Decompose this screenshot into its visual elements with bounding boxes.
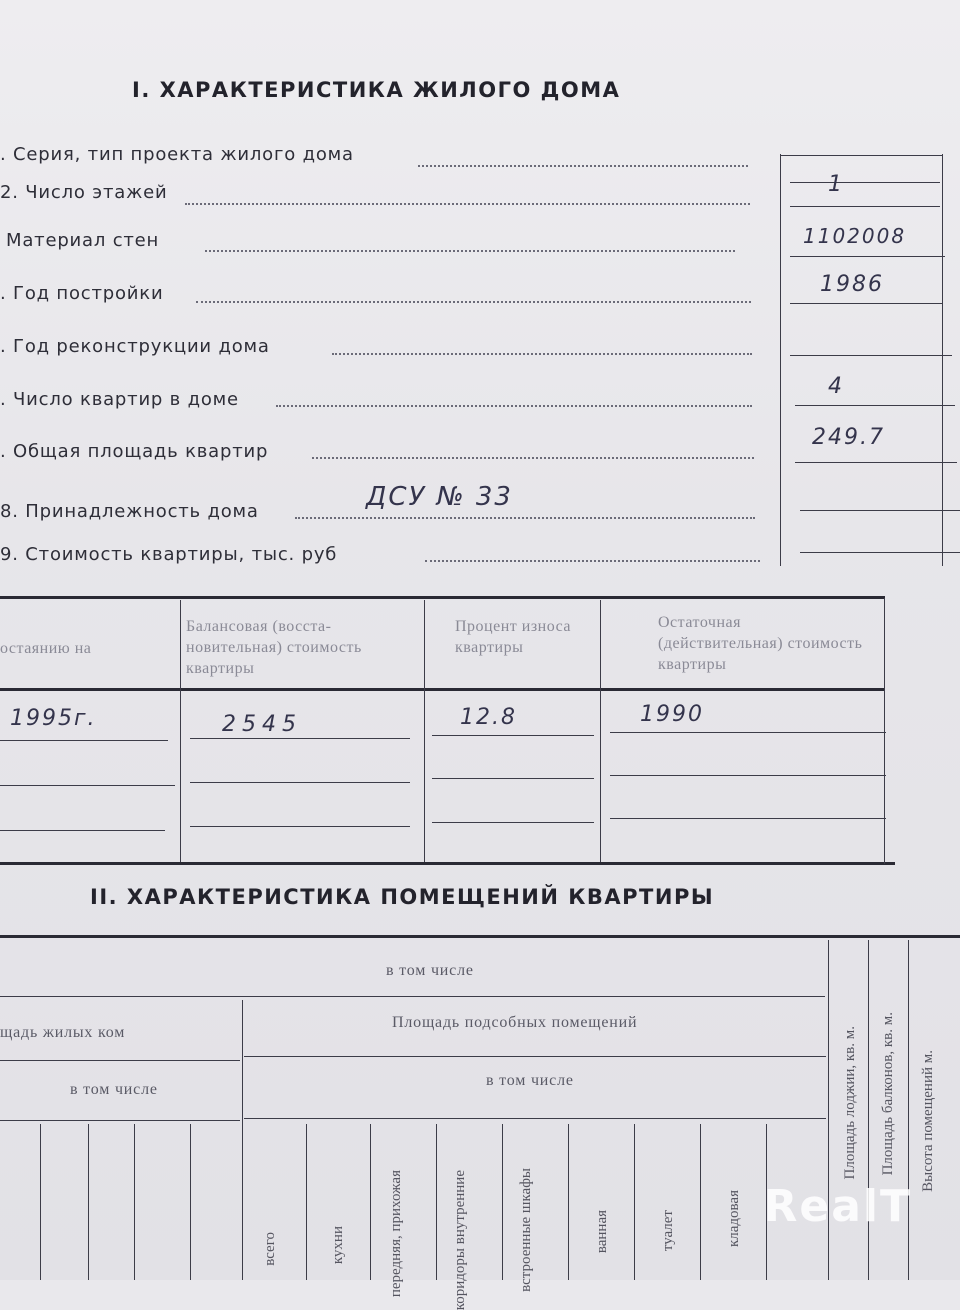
aux-area-label: Площадь подсобных помещений — [392, 1014, 638, 1031]
row-6-box-line — [795, 405, 955, 406]
cost-row-line — [432, 778, 594, 779]
row-5-box-line — [790, 355, 952, 356]
row-7-value: 249.7 — [812, 425, 885, 450]
rooms-header-line-1 — [0, 996, 825, 997]
rooms-column-divider — [88, 1124, 89, 1280]
rooms-column-divider — [436, 1124, 437, 1280]
cost-row-line — [190, 782, 410, 783]
col-toilet: туалет — [660, 1210, 676, 1252]
row-1-box-line — [790, 182, 940, 183]
col-corridors: коридоры внутренние — [452, 1170, 468, 1310]
cost-table-right-edge — [884, 598, 885, 864]
cost-table-divider-1 — [180, 600, 181, 862]
row-2-label: 2. Число этажей — [0, 182, 168, 203]
rooms-column-divider — [134, 1124, 135, 1280]
living-aux-divider — [242, 1000, 243, 1280]
rooms-column-divider — [370, 1124, 371, 1280]
row-8-dots — [295, 517, 755, 519]
section-1-title: I. ХАРАКТЕРИСТИКА ЖИЛОГО ДОМА — [132, 78, 621, 102]
row-2-value: 1 — [828, 172, 844, 197]
living-in-total-label: в том числе — [70, 1081, 158, 1098]
row-4-label: . Год постройки — [0, 283, 164, 304]
row-9-box-line — [800, 552, 960, 553]
cost-row-line — [0, 785, 175, 786]
living-area-label: щадь жилых ком — [0, 1024, 126, 1041]
row-2-dots — [185, 203, 750, 205]
cost-row-line — [432, 822, 594, 823]
rooms-column-divider — [190, 1124, 191, 1280]
row-1-label: . Серия, тип проекта жилого дома — [0, 144, 354, 165]
aux-in-total-label: в том числе — [486, 1072, 574, 1089]
col-bathroom: ванная — [594, 1210, 610, 1254]
cost-row-line — [610, 732, 886, 733]
row-7-box-line — [795, 462, 957, 463]
cost-table-top-border — [0, 596, 885, 599]
cost-row-line — [190, 738, 410, 739]
row-4-dots — [196, 301, 751, 303]
realt-watermark-logo: RealT — [763, 1181, 912, 1232]
cost-value-residual: 1990 — [640, 702, 704, 727]
col-kitchen: кухни — [330, 1226, 346, 1265]
rooms-column-divider — [40, 1124, 41, 1280]
cost-value-date: 1995г. — [10, 706, 97, 731]
row-7-label: . Общая площадь квартир — [0, 441, 269, 462]
value-box-right-edge — [942, 154, 943, 566]
col-hallway: передняя, прихожая — [388, 1170, 404, 1298]
cost-value-wear: 12.8 — [460, 705, 517, 730]
cost-header-balance: Балансовая (восста-новительная) стоимость квартиры — [186, 618, 362, 677]
cost-row-line — [610, 818, 886, 819]
cost-row-line — [432, 735, 594, 736]
row-6-value: 4 — [828, 374, 844, 399]
rooms-table-top-border — [0, 935, 960, 938]
row-3-label: Материал стен — [6, 230, 160, 251]
row-3-dots — [205, 250, 735, 252]
row-8-box-line — [800, 510, 960, 511]
row-6-dots — [276, 405, 752, 407]
cost-header-residual: Остаточная (действительная) стоимость квартиры — [658, 614, 863, 673]
col-loggia-area: Площадь лоджии, кв. м. — [842, 1026, 858, 1180]
row-4-box-line — [790, 303, 943, 304]
rooms-header-line-2 — [244, 1056, 826, 1057]
row-8-value: ДСУ № 33 — [366, 482, 513, 512]
cost-value-balance: 2545 — [222, 712, 302, 737]
rooms-header-line-2 — [0, 1060, 240, 1061]
row-7-dots — [312, 457, 754, 459]
row-8-label: 8. Принадлежность дома — [0, 501, 259, 522]
cost-row-line — [0, 830, 165, 831]
row-3-box-line — [790, 256, 945, 257]
row-5-label: . Год реконструкции дома — [0, 336, 270, 357]
rooms-column-divider — [306, 1124, 307, 1280]
row-6-label: . Число квартир в доме — [0, 389, 239, 410]
cost-table-divider-3 — [600, 600, 601, 862]
section-2-title: II. ХАРАКТЕРИСТИКА ПОМЕЩЕНИЙ КВАРТИРЫ — [90, 885, 715, 909]
rooms-column-divider — [634, 1124, 635, 1280]
row-1-dots — [418, 165, 748, 167]
rooms-header-line-3 — [0, 1120, 240, 1121]
rooms-header-line-3 — [244, 1118, 826, 1119]
row-9-label: 9. Стоимость квартиры, тыс. руб — [0, 544, 338, 565]
row-4-value: 1986 — [820, 272, 884, 297]
cost-row-line — [0, 740, 168, 741]
value-box-top — [780, 155, 942, 156]
col-built-in-closets: встроенные шкафы — [518, 1168, 534, 1292]
value-box-left-edge — [780, 154, 781, 566]
row-2-box-line — [790, 206, 940, 207]
col-room-height: Высота помещений м. — [920, 1050, 936, 1192]
cost-row-line — [190, 826, 410, 827]
col-pantry: кладовая — [726, 1190, 742, 1248]
cost-table-divider-2 — [424, 600, 425, 862]
rooms-column-divider — [568, 1124, 569, 1280]
cost-table-bottom-border — [0, 862, 895, 865]
row-9-dots — [425, 560, 760, 562]
cost-row-line — [610, 775, 886, 776]
rooms-column-divider — [502, 1124, 503, 1280]
cost-header-wear: Процент износа квартиры — [455, 618, 572, 656]
rooms-column-divider — [700, 1124, 701, 1280]
row-5-dots — [332, 353, 752, 355]
cost-header-date: остаянию на — [0, 640, 92, 657]
rooms-in-total-label: в том числе — [386, 962, 474, 979]
row-3-value: 1102008 — [803, 224, 907, 248]
cost-table-header-border — [0, 688, 885, 691]
col-total: всего — [262, 1232, 278, 1266]
col-balcony-area: Площадь балконов, кв. м. — [880, 1012, 896, 1176]
